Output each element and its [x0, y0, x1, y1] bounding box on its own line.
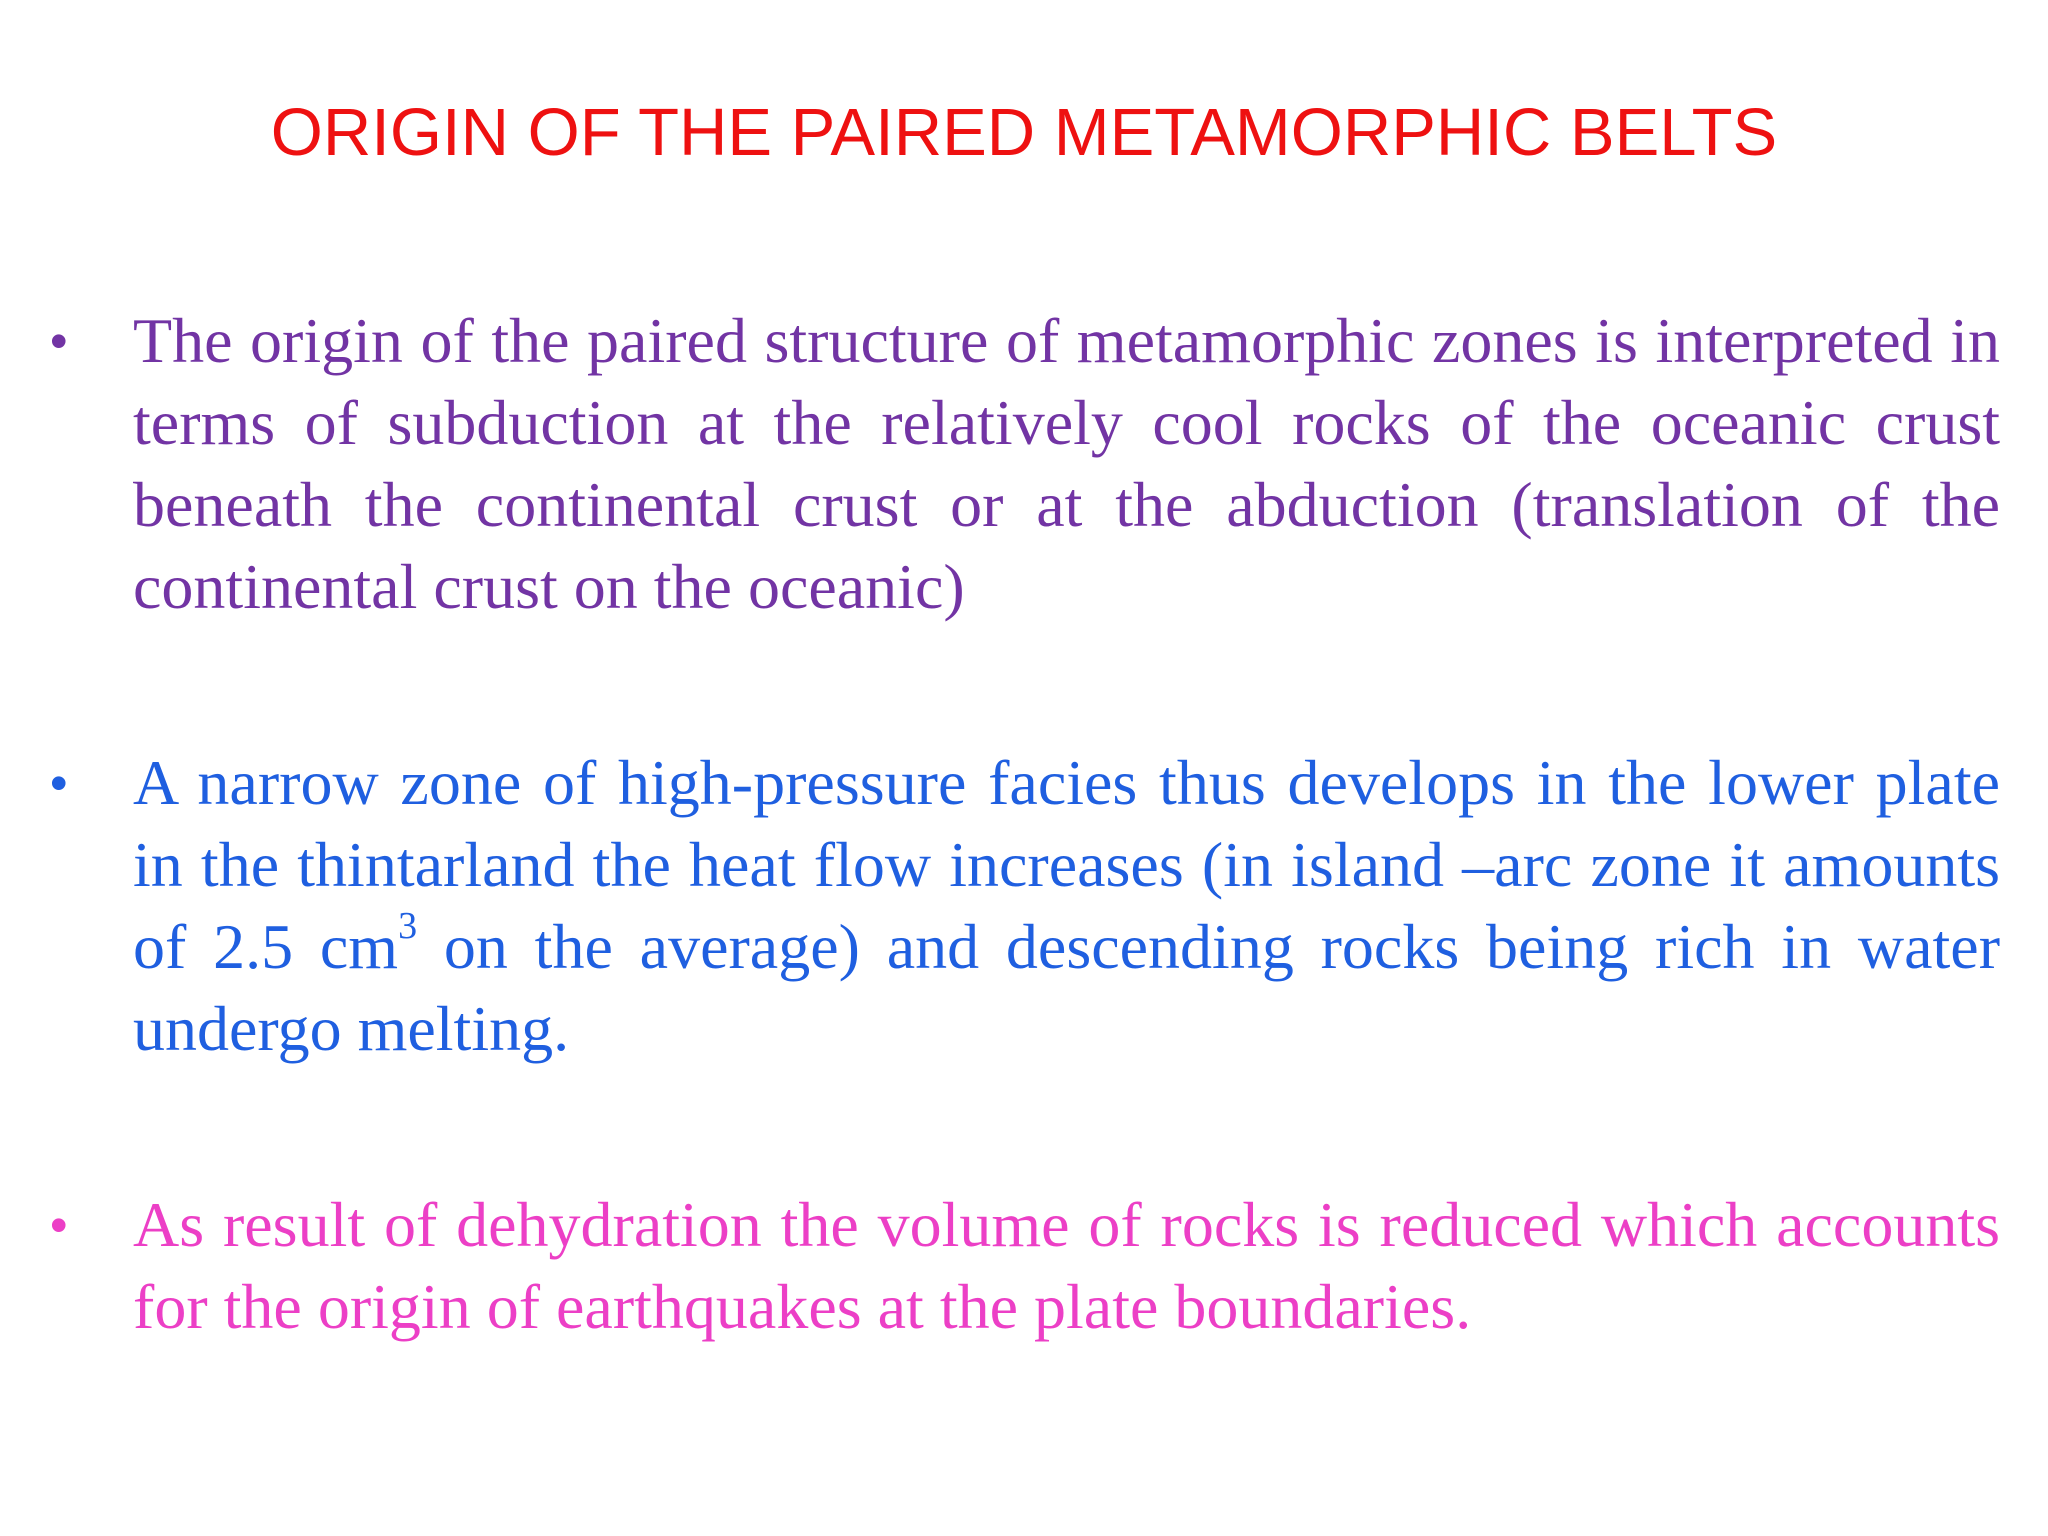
bullet-text-2-part-1: A narrow zone of high-pressure facies thus develops in the lower plate in the thintarland the heat flow increases (in island –arc zone it amounts of 2.5 cm	[133, 747, 2000, 982]
bullet-marker-2: •	[50, 755, 68, 811]
superscript-cube: 3	[398, 904, 418, 947]
bullet-marker-1: •	[50, 313, 68, 369]
bullet-item-1	[50, 300, 2000, 628]
bullet-marker-3: •	[50, 1197, 68, 1253]
bullet-item-2	[50, 742, 2000, 1070]
slide-title: ORIGIN OF THE PAIRED METAMORPHIC BELTS	[270, 95, 1778, 170]
bullet-text-2-part-2: on the average) and descending rocks being rich in water undergo melting.	[133, 911, 2001, 1064]
bullet-text-1: The origin of the paired structure of metamorphic zones is interpreted in terms of subduction at the relatively cool rocks of the oceanic crust beneath the continental crust or at the abduction (translation of the continental crust on the oceanic)	[133, 305, 2000, 622]
bullet-list	[50, 300, 2000, 1348]
bullet-item-3	[50, 1184, 2000, 1348]
bullet-text-3: As result of dehydration the volume of rocks is reduced which accounts for the origin of earthquakes at the plate boundaries.	[133, 1189, 2000, 1342]
